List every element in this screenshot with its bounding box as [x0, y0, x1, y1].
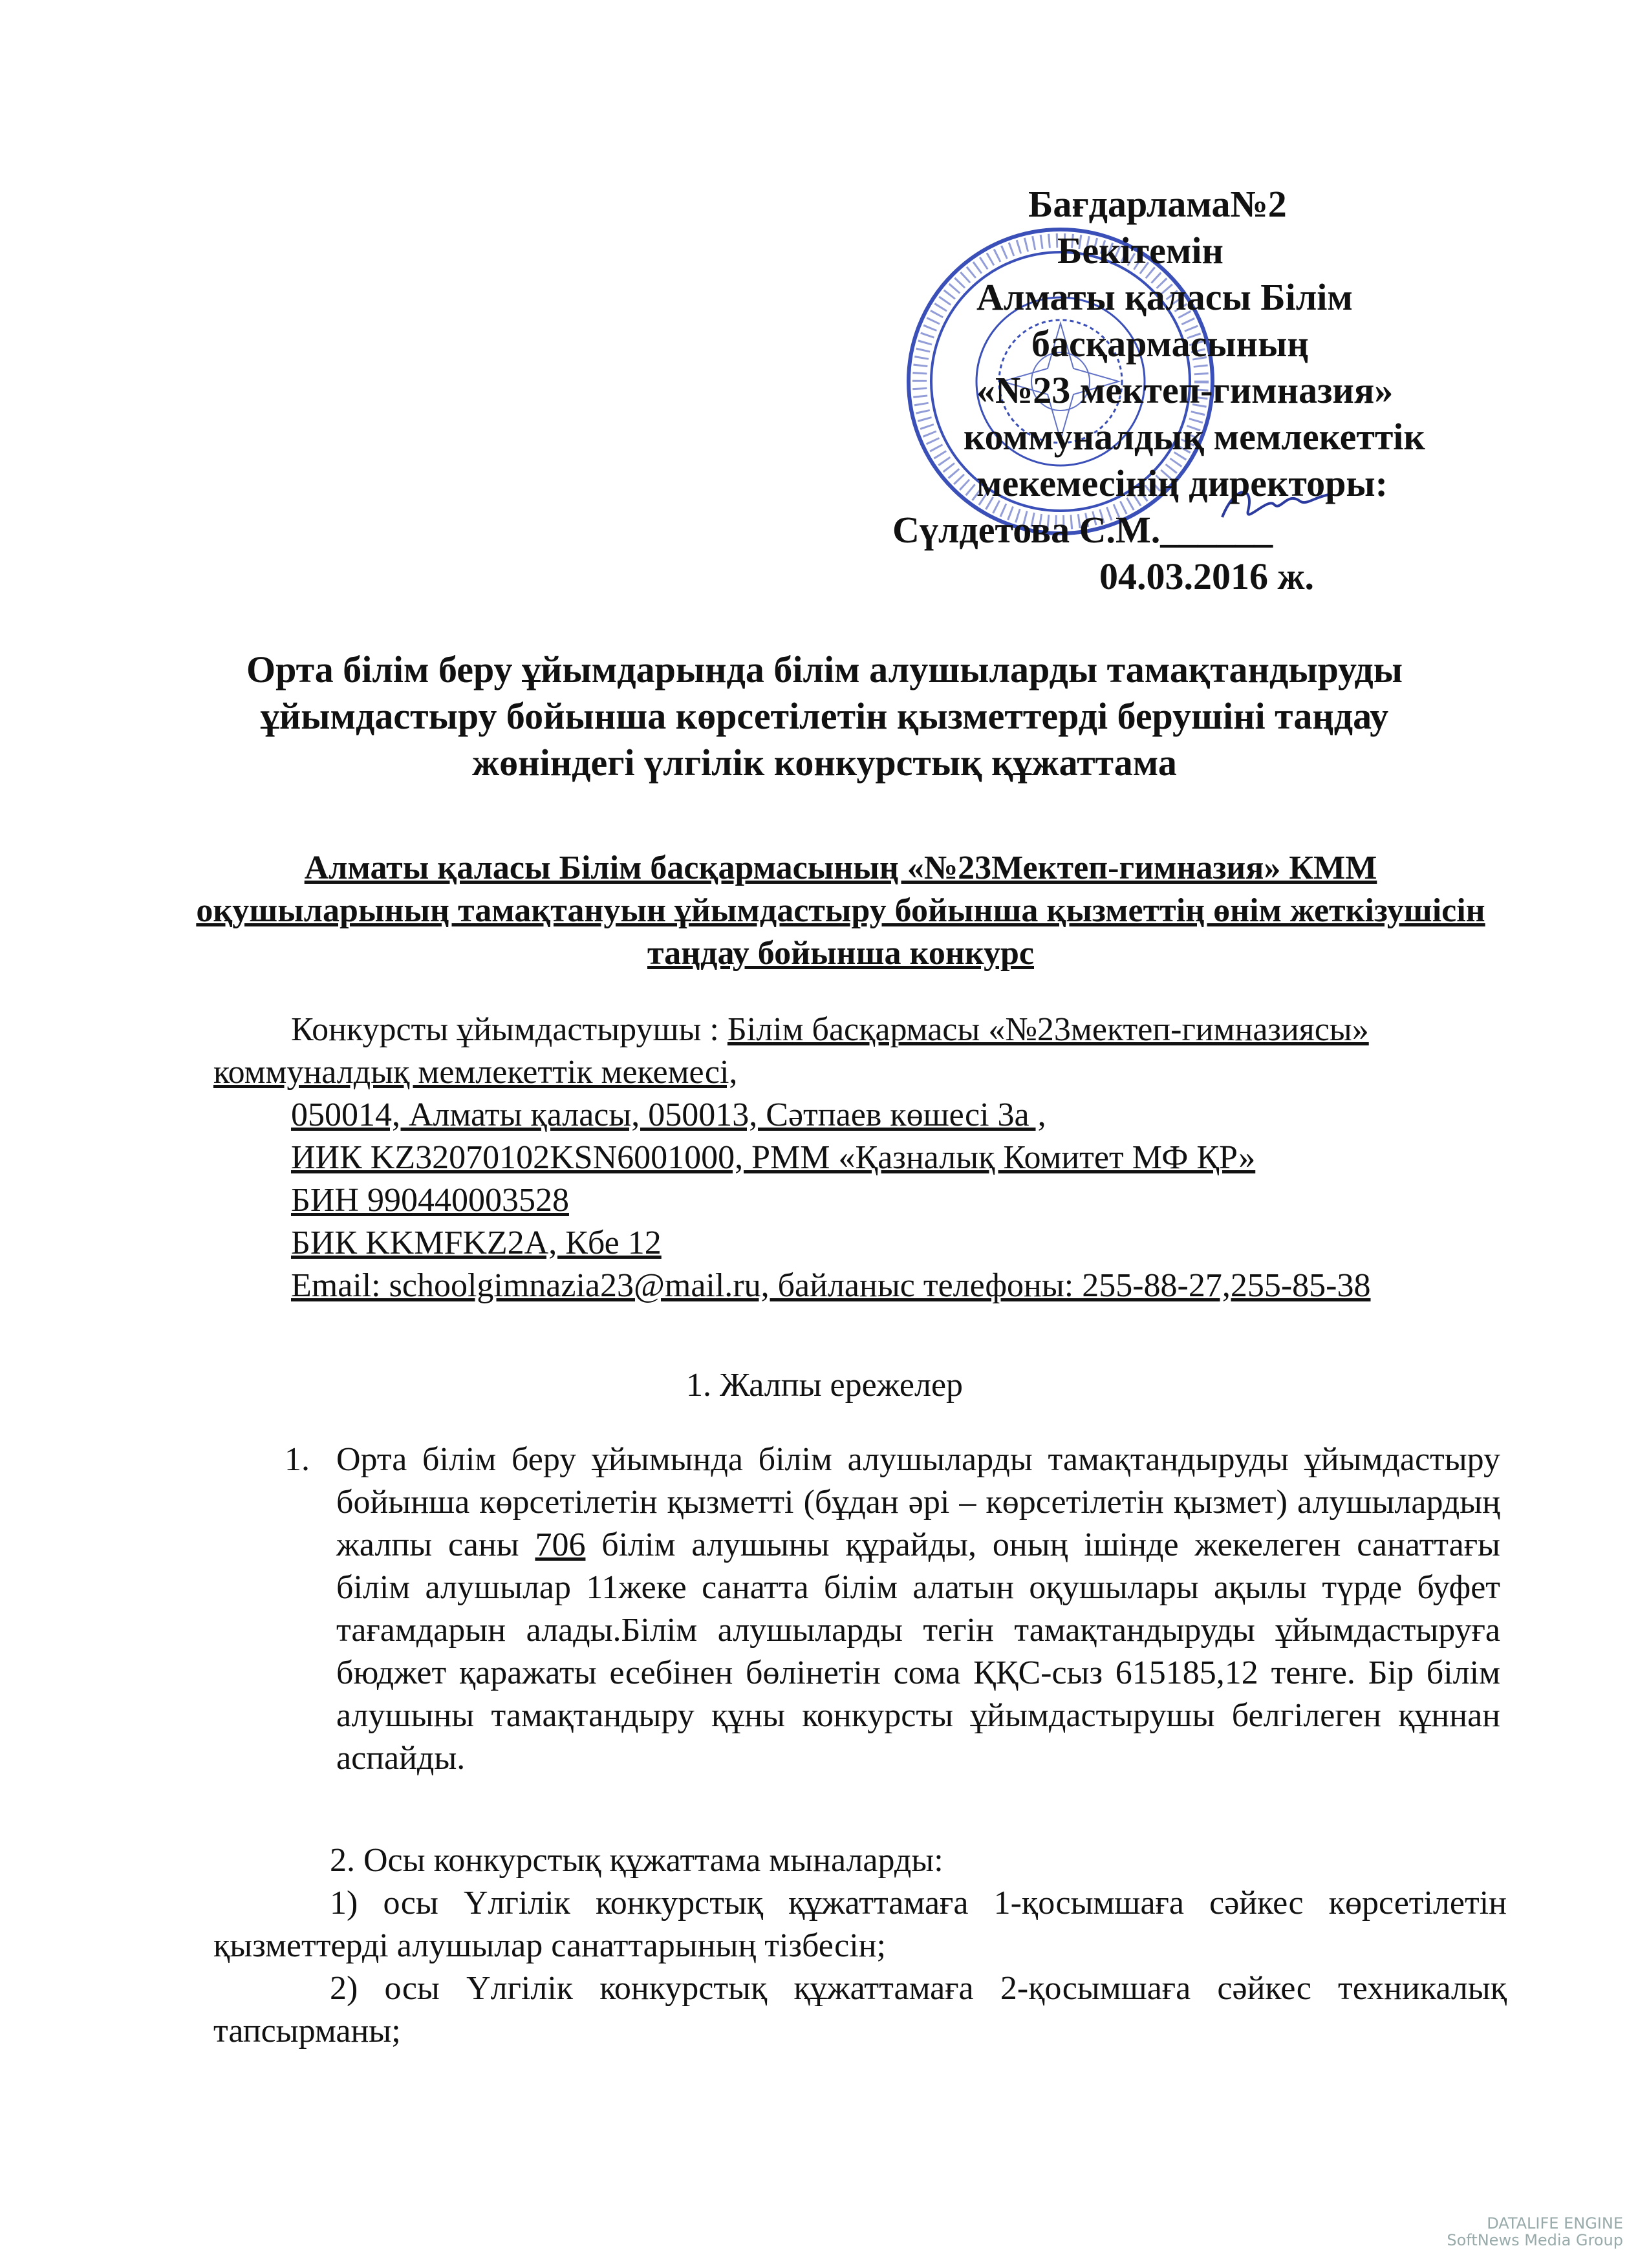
item-text: Орта білім беру ұйымында білім алушыларды тамақтандыруды ұйымдастыру бойынша көрсетілетін қызметті (бұдан әрі – көрсетілетін қызмет) алушылардың жалпы саны: [336, 1441, 1500, 1563]
title-line: ұйымдастыру бойынша көрсетілетін қызметтерді берушіні таңдау: [260, 695, 1389, 737]
item-number: 1.: [285, 1441, 310, 1478]
approval-date: 04.03.2016 ж.: [1099, 555, 1315, 597]
organizer-name: Білім басқармасы «№23мектеп-гимназиясы»: [727, 1011, 1369, 1048]
approval-line: коммуналдық мемлекеттік: [964, 416, 1425, 458]
organizer-bin: БИН 990440003528: [291, 1182, 569, 1219]
approval-line: мекемесінің директоры:: [976, 462, 1388, 504]
director-name: Сүлдетова С.М.______: [892, 509, 1273, 551]
item2-1-text: 1) осы Үлгілік конкурстық құжаттамаға 1-қосымшаға сәйкес көрсетілетін қызметтерді алушылар санаттарының тізбесін;: [213, 1885, 1507, 1964]
student-count: 706: [535, 1526, 586, 1563]
watermark-line: DATALIFE ENGINE: [1487, 2214, 1623, 2232]
organizer-contacts: Email: schoolgimnazia23@mail.ru, байланыс телефоны: 255-88-27,255-85-38: [291, 1267, 1371, 1304]
title-line: жөніндегі үлгілік конкурстық құжаттама: [472, 742, 1177, 784]
competition-subtitle: [162, 847, 1520, 975]
general-provisions-list: [285, 1439, 1500, 1780]
item-text-cont: білім алушыны құрайды, оның ішінде жекелеген санаттағы білім алушылар 11жеке санатта білім алатын оқушылары ақылы түрде буфет тағамдарын алады.Білім алушыларды тегін тамақтандыруды ұйымдастыруға бюджет қаражаты есебінен бөлінетін сома ҚҚС-сыз 615185,12 тенге. Бір білім алушыны тамақтандыру құны конкурсты ұйымдастырушы белгілеген құннан аспайды.: [336, 1526, 1500, 1777]
watermark-logo: [1447, 2215, 1623, 2249]
organizer-name-cont: коммуналдық мемлекеттік мекемесі,: [213, 1054, 738, 1091]
organizer-iik: ИИК KZ32070102KSN6001000, РММ «Қазналық Комитет МФ ҚР»: [291, 1139, 1256, 1176]
approval-block: [873, 181, 1487, 600]
subtitle-line: таңдау бойынша конкурс: [647, 935, 1034, 972]
organizer-details: [213, 1009, 1533, 1307]
title-line: Орта білім беру ұйымдарында білім алушыларды тамақтандыруды: [246, 648, 1403, 690]
subtitle-line: оқушыларының тамақтануын ұйымдастыру бойынша қызметтің өнім жеткізушісін: [196, 892, 1485, 929]
organizer-bik: БИК KKMFKZ2A, Кбе 12: [291, 1225, 662, 1261]
school-name: «№23 мектеп-гимназия»: [976, 369, 1394, 411]
item2-2-text: 2) осы Үлгілік конкурстық құжаттамаға 2-қосымшаға сәйкес техникалық тапсырманы;: [213, 1970, 1507, 2049]
subtitle-line: Алматы қаласы Білім басқармасының «№23Мектеп-гимназия» КММ: [304, 850, 1377, 886]
program-number: Бағдарлама№2: [1028, 183, 1287, 225]
document-title: [129, 647, 1520, 786]
watermark-line: SoftNews Media Group: [1447, 2231, 1623, 2249]
list-item: [285, 1439, 1500, 1780]
item2-text: 2. Осы конкурстық құжаттама мыналарды:: [330, 1842, 943, 1879]
approval-line: Алматы қаласы Білім: [976, 276, 1353, 318]
list-item-2: [213, 1839, 1507, 2053]
section-heading: 1. Жалпы ережелер: [685, 1367, 964, 1404]
organizer-address: 050014, Алматы қаласы, 050013, Сәтпаев көшесі 3а ,: [291, 1097, 1046, 1133]
approval-heading: Бекітемін: [1057, 230, 1223, 272]
approval-line: басқармасының: [1031, 323, 1309, 365]
organizer-label: Конкурсты ұйымдастырушы :: [291, 1011, 727, 1048]
